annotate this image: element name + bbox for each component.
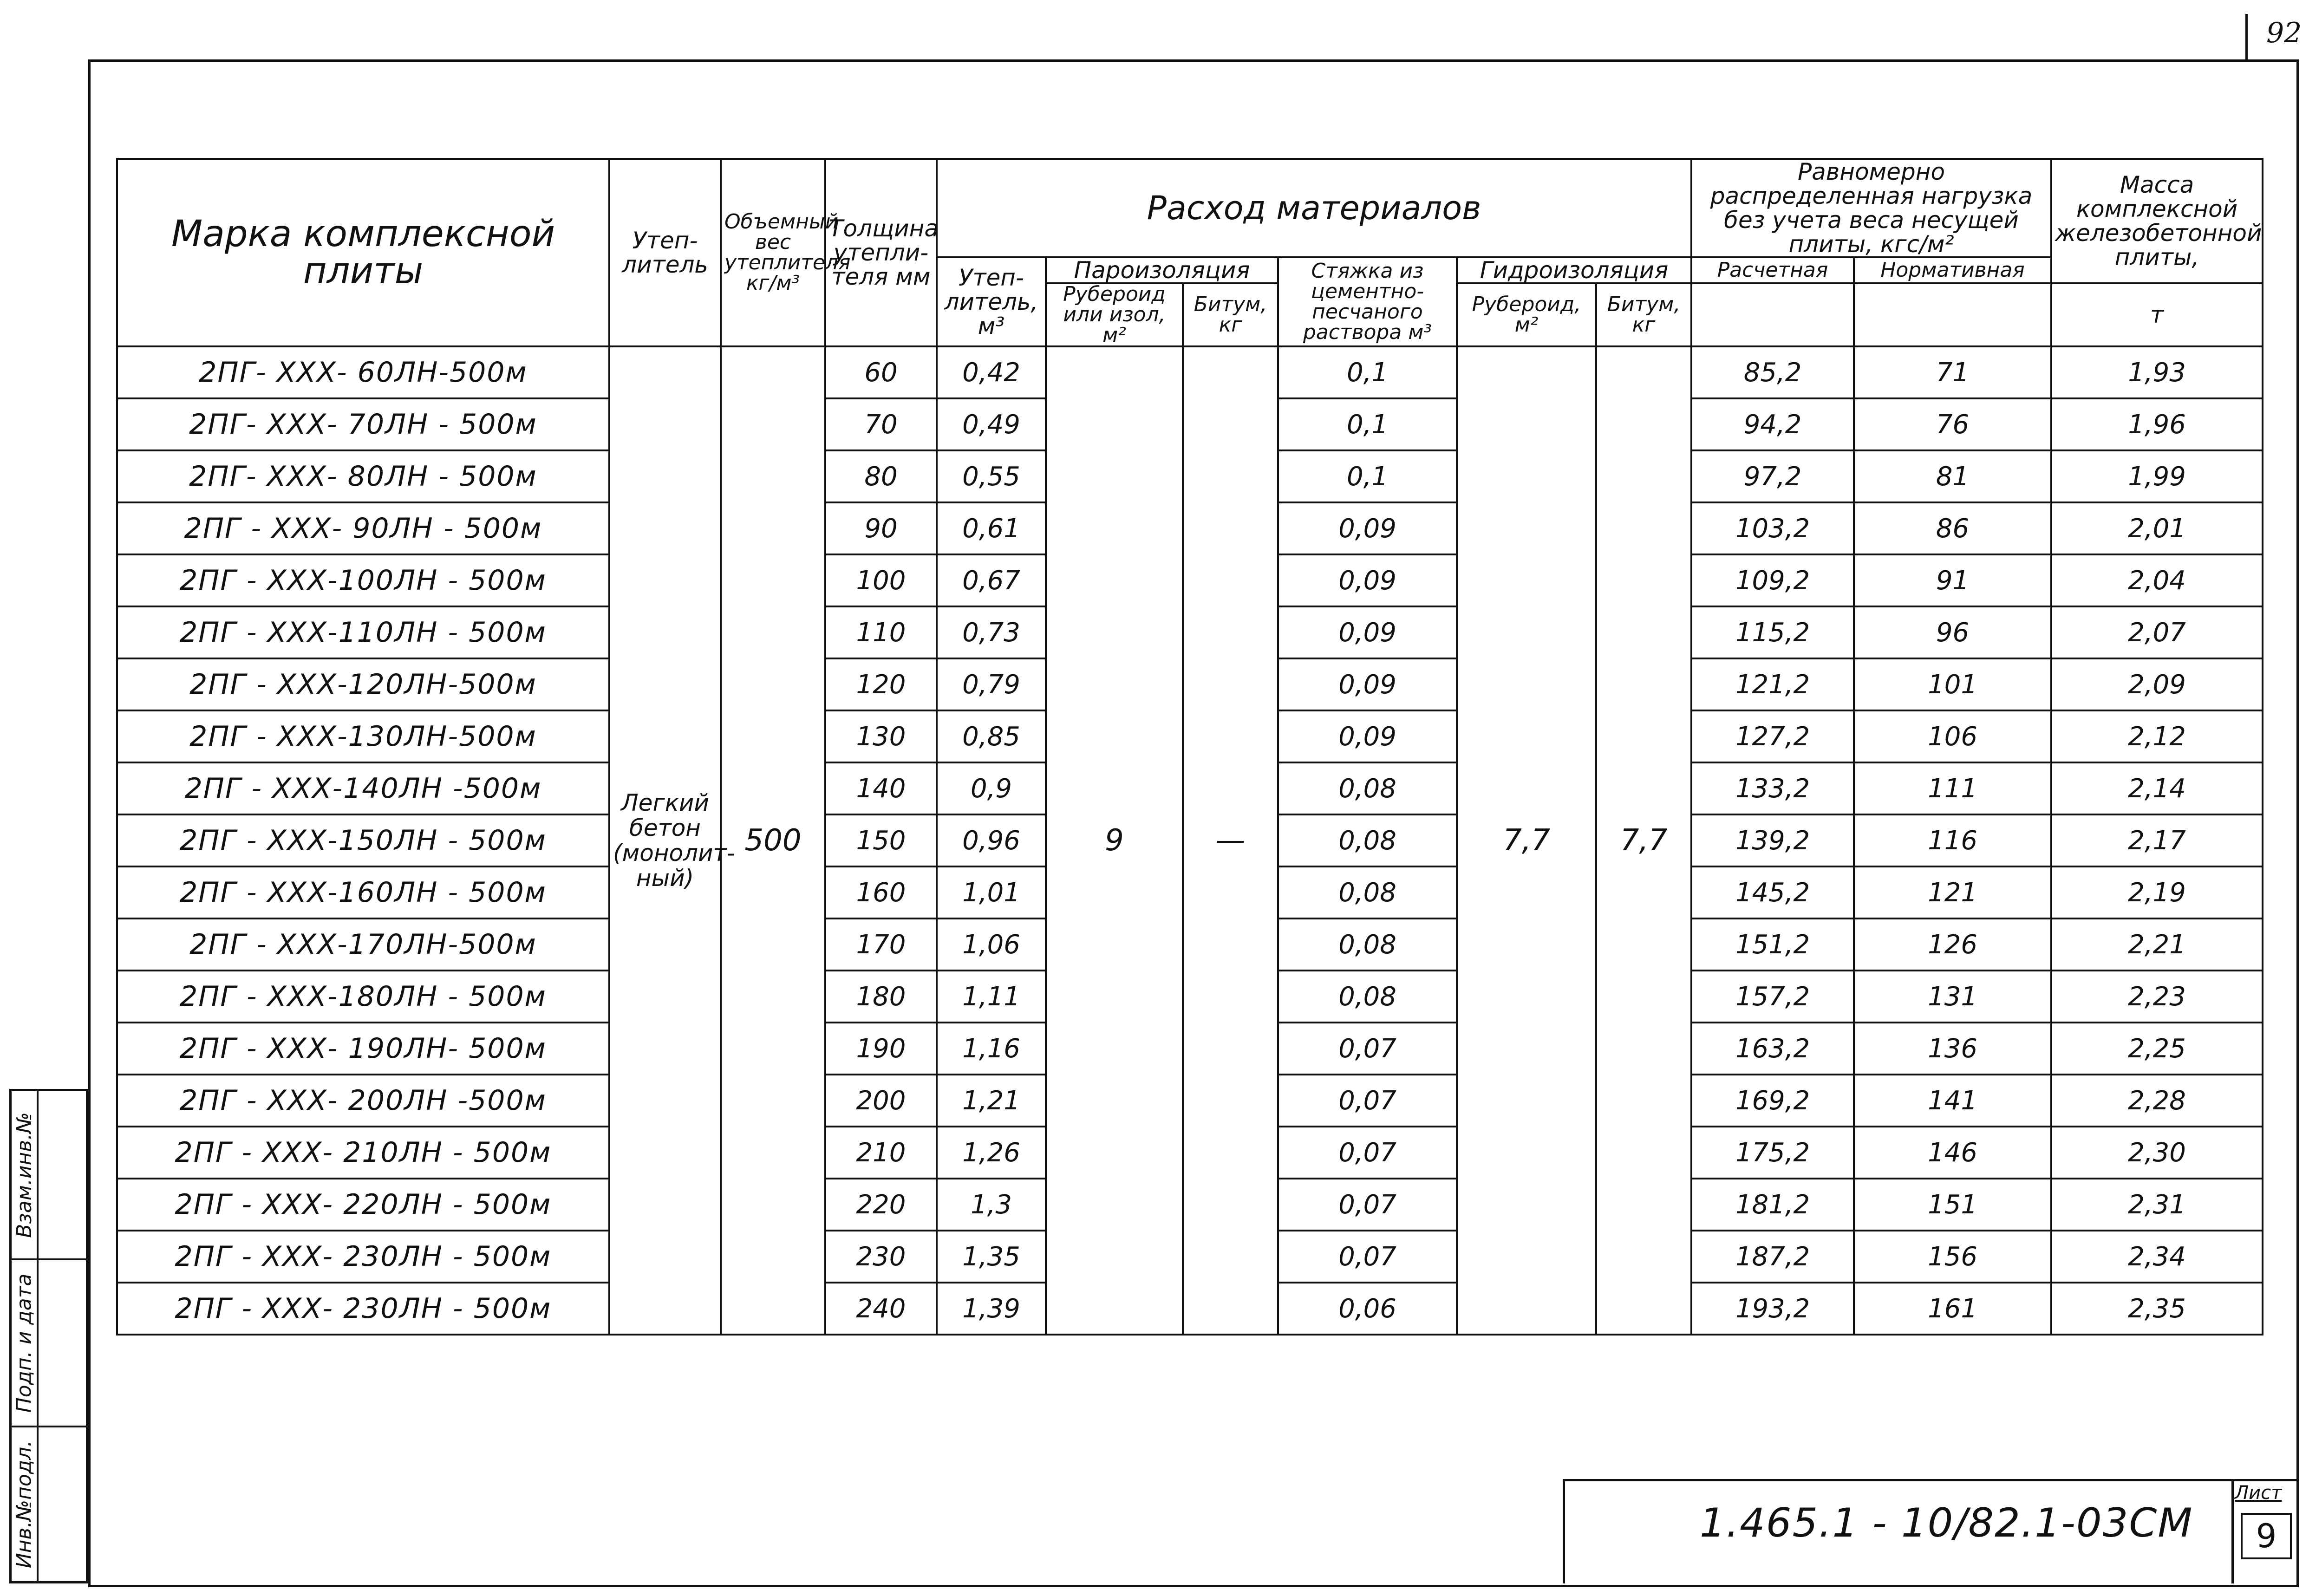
- cell-load-normative: 146: [1854, 1127, 2051, 1179]
- cell-mark: 2ПГ- ХХХ- 60ЛН-500м: [117, 346, 609, 398]
- cell-mark: 2ПГ - ХХХ-160ЛН - 500м: [117, 866, 609, 919]
- cell-load-design: 85,2: [1691, 346, 1854, 398]
- cell-mass: 2,14: [2051, 762, 2263, 814]
- side-stamp-vzam-label: Взам.инв.№: [12, 1112, 36, 1238]
- cell-mass: 2,17: [2051, 814, 2263, 866]
- cell-wp-ruberoid-merged: 7,7: [1457, 346, 1596, 1335]
- cell-thickness: 80: [825, 450, 937, 502]
- cell-screed: 0,08: [1278, 762, 1457, 814]
- header-wp-ruberoid: Рубероид, м²: [1457, 283, 1596, 346]
- side-stamp-value-column: [39, 1091, 88, 1581]
- cell-mass: 2,19: [2051, 866, 2263, 919]
- cell-mark: 2ПГ - ХХХ-120ЛН-500м: [117, 658, 609, 710]
- header-screed: Стяжка из цементно-песчаного раствора м³: [1278, 257, 1457, 346]
- cell-insul-m3: 1,39: [937, 1283, 1046, 1335]
- cell-insul-m3: 1,06: [937, 919, 1046, 971]
- cell-load-normative: 161: [1854, 1283, 2051, 1335]
- cell-mass: 1,96: [2051, 398, 2263, 450]
- cell-mark: 2ПГ - ХХХ- 210ЛН - 500м: [117, 1127, 609, 1179]
- cell-load-design: 169,2: [1691, 1075, 1854, 1127]
- header-consumption: Расход материалов: [937, 159, 1691, 257]
- side-stamp-inv-label: Инв.№подл.: [12, 1440, 36, 1569]
- cell-thickness: 60: [825, 346, 937, 398]
- cell-thickness: 160: [825, 866, 937, 919]
- cell-load-normative: 126: [1854, 919, 2051, 971]
- cell-mass: 2,21: [2051, 919, 2263, 971]
- cell-thickness: 240: [825, 1283, 937, 1335]
- cell-thickness: 100: [825, 554, 937, 606]
- cell-insul-m3: 0,61: [937, 502, 1046, 554]
- cell-insul-m3: 1,11: [937, 971, 1046, 1023]
- cell-load-normative: 131: [1854, 971, 2051, 1023]
- cell-mark: 2ПГ - ХХХ-170ЛН-500м: [117, 919, 609, 971]
- cell-insul-m3: 0,9: [937, 762, 1046, 814]
- cell-mass: 2,04: [2051, 554, 2263, 606]
- cell-screed: 0,06: [1278, 1283, 1457, 1335]
- cell-screed: 0,09: [1278, 658, 1457, 710]
- cell-wp-bitum-merged: 7,7: [1596, 346, 1691, 1335]
- cell-screed: 0,07: [1278, 1023, 1457, 1075]
- cell-vb-bitum-merged: —: [1183, 346, 1278, 1335]
- cell-load-normative: 151: [1854, 1179, 2051, 1231]
- cell-mass: 2,09: [2051, 658, 2263, 710]
- cell-screed: 0,09: [1278, 554, 1457, 606]
- cell-vb-ruberoid-merged: 9: [1046, 346, 1183, 1335]
- cell-load-normative: 96: [1854, 606, 2051, 658]
- side-stamp-value-inv: [39, 1426, 88, 1581]
- cell-mass: 1,93: [2051, 346, 2263, 398]
- header-mass-unit: т: [2051, 283, 2263, 346]
- cell-mass: 2,23: [2051, 971, 2263, 1023]
- header-thickness: Толщина утепли-теля мм: [825, 159, 937, 346]
- cell-insulation-merged: Легкий бетон (монолит-ный): [609, 346, 721, 1335]
- cell-load-design: 157,2: [1691, 971, 1854, 1023]
- cell-mass: 2,28: [2051, 1075, 2263, 1127]
- side-stamp-label-column: [12, 1091, 39, 1581]
- cell-mark: 2ПГ - ХХХ-130ЛН-500м: [117, 710, 609, 762]
- cell-screed: 0,1: [1278, 450, 1457, 502]
- cell-load-design: 145,2: [1691, 866, 1854, 919]
- cell-load-normative: 76: [1854, 398, 2051, 450]
- header-waterproofing: Гидроизоляция: [1457, 257, 1691, 283]
- cell-thickness: 190: [825, 1023, 937, 1075]
- cell-load-design: 127,2: [1691, 710, 1854, 762]
- side-stamp-cell-podp: [12, 1258, 37, 1426]
- cell-load-normative: 91: [1854, 554, 2051, 606]
- cell-load-design: 121,2: [1691, 658, 1854, 710]
- cell-load-normative: 156: [1854, 1231, 2051, 1283]
- cell-insul-m3: 0,67: [937, 554, 1046, 606]
- cell-mark: 2ПГ - ХХХ-100ЛН - 500м: [117, 554, 609, 606]
- cell-screed: 0,1: [1278, 398, 1457, 450]
- header-wp-bitum: Битум, кг: [1596, 283, 1691, 346]
- side-stamp-cell-vzam: [12, 1091, 37, 1258]
- cell-insul-m3: 0,55: [937, 450, 1046, 502]
- cell-load-normative: 86: [1854, 502, 2051, 554]
- cell-mass: 2,35: [2051, 1283, 2263, 1335]
- cell-mass: 2,01: [2051, 502, 2263, 554]
- header-vb-bitum: Битум, кг: [1183, 283, 1278, 346]
- cell-thickness: 220: [825, 1179, 937, 1231]
- cell-mass: 2,07: [2051, 606, 2263, 658]
- cell-load-normative: 111: [1854, 762, 2051, 814]
- cell-thickness: 130: [825, 710, 937, 762]
- cell-load-design: 94,2: [1691, 398, 1854, 450]
- cell-screed: 0,09: [1278, 502, 1457, 554]
- sheet-number: 9: [2241, 1513, 2292, 1559]
- header-load-blank-2: [1854, 283, 2051, 346]
- cell-load-design: 115,2: [1691, 606, 1854, 658]
- header-mass: Масса комплексной железобетонной плиты,: [2051, 159, 2263, 283]
- header-insulation: Утеп-литель: [609, 159, 721, 346]
- cell-thickness: 150: [825, 814, 937, 866]
- cell-thickness: 120: [825, 658, 937, 710]
- cell-load-design: 109,2: [1691, 554, 1854, 606]
- cell-load-normative: 141: [1854, 1075, 2051, 1127]
- cell-insul-m3: 1,35: [937, 1231, 1046, 1283]
- cell-load-design: 133,2: [1691, 762, 1854, 814]
- cell-screed: 0,08: [1278, 866, 1457, 919]
- cell-thickness: 70: [825, 398, 937, 450]
- cell-mark: 2ПГ - ХХХ- 230ЛН - 500м: [117, 1283, 609, 1335]
- cell-insul-m3: 0,96: [937, 814, 1046, 866]
- cell-insul-m3: 1,3: [937, 1179, 1046, 1231]
- header-vb-ruberoid: Рубероид или изол, м²: [1046, 283, 1183, 346]
- cell-mark: 2ПГ - ХХХ- 200ЛН -500м: [117, 1075, 609, 1127]
- cell-mark: 2ПГ - ХХХ-110ЛН - 500м: [117, 606, 609, 658]
- cell-screed: 0,08: [1278, 919, 1457, 971]
- cell-mass: 2,25: [2051, 1023, 2263, 1075]
- cell-mass: 2,31: [2051, 1179, 2263, 1231]
- cell-load-design: 163,2: [1691, 1023, 1854, 1075]
- page-number: 92: [2266, 17, 2302, 49]
- cell-load-design: 175,2: [1691, 1127, 1854, 1179]
- cell-mark: 2ПГ - ХХХ-180ЛН - 500м: [117, 971, 609, 1023]
- cell-load-normative: 136: [1854, 1023, 2051, 1075]
- cell-screed: 0,07: [1278, 1231, 1457, 1283]
- header-mark: Марка комплексной плиты: [117, 159, 609, 346]
- cell-load-normative: 121: [1854, 866, 2051, 919]
- cell-mass: 2,30: [2051, 1127, 2263, 1179]
- cell-density-merged: 500: [721, 346, 825, 1335]
- cell-screed: 0,1: [1278, 346, 1457, 398]
- cell-thickness: 180: [825, 971, 937, 1023]
- cell-insul-m3: 0,42: [937, 346, 1046, 398]
- cell-screed: 0,09: [1278, 710, 1457, 762]
- document-code: 1.465.1 - 10/82.1-03СМ: [1700, 1500, 2193, 1546]
- cell-load-design: 139,2: [1691, 814, 1854, 866]
- cell-insul-m3: 1,01: [937, 866, 1046, 919]
- cell-mark: 2ПГ - ХХХ- 220ЛН - 500м: [117, 1179, 609, 1231]
- table-row: [117, 346, 2263, 398]
- cell-mark: 2ПГ - ХХХ-150ЛН - 500м: [117, 814, 609, 866]
- cell-screed: 0,07: [1278, 1179, 1457, 1231]
- cell-mark: 2ПГ - ХХХ-140ЛН -500м: [117, 762, 609, 814]
- header-vapor-barrier: Пароизоляция: [1046, 257, 1278, 283]
- side-stamp-cell-inv: [12, 1426, 37, 1581]
- cell-insul-m3: 1,16: [937, 1023, 1046, 1075]
- sheet-label: Лист: [2235, 1482, 2282, 1504]
- side-stamp-podp-label: Подп. и дата: [12, 1273, 36, 1413]
- cell-load-normative: 106: [1854, 710, 2051, 762]
- cell-screed: 0,09: [1278, 606, 1457, 658]
- cell-load-normative: 116: [1854, 814, 2051, 866]
- cell-mark: 2ПГ- ХХХ- 80ЛН - 500м: [117, 450, 609, 502]
- cell-load-design: 187,2: [1691, 1231, 1854, 1283]
- cell-thickness: 230: [825, 1231, 937, 1283]
- cell-screed: 0,08: [1278, 971, 1457, 1023]
- header-load: Равномерно распределенная нагрузка без учета веса несущей плиты, кгс/м²: [1691, 159, 2051, 257]
- materials-table: [116, 158, 2263, 1335]
- cell-thickness: 200: [825, 1075, 937, 1127]
- cell-thickness: 90: [825, 502, 937, 554]
- header-load-design: Расчетная: [1691, 257, 1854, 283]
- cell-insul-m3: 1,21: [937, 1075, 1046, 1127]
- cell-insul-m3: 1,26: [937, 1127, 1046, 1179]
- cell-mass: 2,34: [2051, 1231, 2263, 1283]
- cell-screed: 0,07: [1278, 1127, 1457, 1179]
- table-body: [117, 346, 2263, 1335]
- cell-load-design: 151,2: [1691, 919, 1854, 971]
- cell-insul-m3: 0,85: [937, 710, 1046, 762]
- cell-mark: 2ПГ- ХХХ- 70ЛН - 500м: [117, 398, 609, 450]
- cell-load-design: 103,2: [1691, 502, 1854, 554]
- header-load-normative: Нормативная: [1854, 257, 2051, 283]
- cell-mass: 1,99: [2051, 450, 2263, 502]
- cell-screed: 0,07: [1278, 1075, 1457, 1127]
- side-stamp-value-podp: [39, 1258, 88, 1426]
- cell-insul-m3: 0,79: [937, 658, 1046, 710]
- cell-mark: 2ПГ - ХХХ- 190ЛН- 500м: [117, 1023, 609, 1075]
- cell-thickness: 210: [825, 1127, 937, 1179]
- side-stamp: [9, 1089, 88, 1583]
- header-density: Объемный вес утеплителя кг/м³: [721, 159, 825, 346]
- cell-load-design: 181,2: [1691, 1179, 1854, 1231]
- cell-mass: 2,12: [2051, 710, 2263, 762]
- cell-mark: 2ПГ - ХХХ- 90ЛН - 500м: [117, 502, 609, 554]
- cell-load-design: 193,2: [1691, 1283, 1854, 1335]
- cell-mark: 2ПГ - ХХХ- 230ЛН - 500м: [117, 1231, 609, 1283]
- cell-load-normative: 71: [1854, 346, 2051, 398]
- cell-insul-m3: 0,73: [937, 606, 1046, 658]
- header-load-blank-1: [1691, 283, 1854, 346]
- cell-load-normative: 81: [1854, 450, 2051, 502]
- cell-load-normative: 101: [1854, 658, 2051, 710]
- header-insul-m3: Утеп-литель, м³: [937, 257, 1046, 346]
- cell-thickness: 140: [825, 762, 937, 814]
- cell-screed: 0,08: [1278, 814, 1457, 866]
- cell-thickness: 170: [825, 919, 937, 971]
- cell-thickness: 110: [825, 606, 937, 658]
- cell-load-design: 97,2: [1691, 450, 1854, 502]
- cell-insul-m3: 0,49: [937, 398, 1046, 450]
